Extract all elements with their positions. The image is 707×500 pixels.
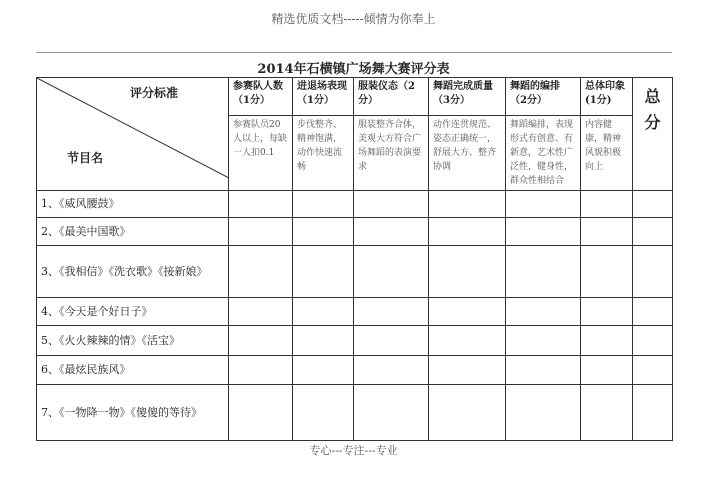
program-name: 7、《一物降一物》《傻傻的等待》 [37, 385, 229, 441]
score-cell[interactable] [581, 298, 633, 326]
score-cell[interactable] [429, 191, 506, 218]
score-cell[interactable] [354, 246, 429, 298]
score-cell[interactable] [229, 298, 293, 326]
page-footer: 专心---专注---专业 [309, 444, 398, 457]
score-cell[interactable] [354, 298, 429, 326]
score-cell[interactable] [429, 246, 506, 298]
score-cell[interactable] [229, 385, 293, 441]
total-header: 总分 [633, 78, 673, 191]
score-cell[interactable] [633, 246, 673, 298]
table-row [37, 356, 673, 385]
score-cell[interactable] [581, 246, 633, 298]
score-cell[interactable] [229, 246, 293, 298]
column-desc: 内容健康，精神风貌积极向上 [581, 116, 633, 191]
column-header: 参赛队人数（1分） [229, 78, 293, 116]
criteria-label: 评分标准 [129, 86, 178, 100]
score-cell[interactable] [229, 218, 293, 246]
score-cell[interactable] [293, 246, 354, 298]
score-cell[interactable] [354, 191, 429, 218]
table-row [37, 218, 673, 246]
score-cell[interactable] [633, 326, 673, 356]
column-desc: 参赛队员20人以上，每缺一人扣0.1 [229, 116, 293, 191]
score-cell[interactable] [229, 326, 293, 356]
program-label: 节目名 [67, 151, 104, 165]
score-cell[interactable] [293, 326, 354, 356]
score-cell[interactable] [293, 298, 354, 326]
program-name: 6、《最炫民族风》 [37, 356, 229, 385]
column-header: 舞蹈完成质量（3分） [429, 78, 506, 116]
score-cell[interactable] [633, 218, 673, 246]
score-cell[interactable] [229, 356, 293, 385]
page-title: 2014年石横镇广场舞大赛评分表 [257, 62, 450, 77]
score-cell[interactable] [506, 326, 581, 356]
score-cell[interactable] [293, 218, 354, 246]
program-name: 4、《今天是个好日子》 [37, 298, 229, 326]
score-cell[interactable] [506, 246, 581, 298]
column-header: 进退场表现（1分） [293, 78, 354, 116]
program-name: 3、《我相信》《洗衣歌》《接新娘》 [37, 246, 229, 298]
score-cell[interactable] [633, 298, 673, 326]
table-row [37, 246, 673, 298]
score-cell[interactable] [229, 191, 293, 218]
score-cell[interactable] [581, 385, 633, 441]
table-row [37, 298, 673, 326]
score-cell[interactable] [506, 356, 581, 385]
score-cell[interactable] [581, 356, 633, 385]
column-desc: 舞蹈编排，表现形式有创意、有新意，艺术性广泛性，健身性，群众性相结合 [506, 116, 581, 191]
score-cell[interactable] [633, 356, 673, 385]
score-cell[interactable] [429, 298, 506, 326]
score-cell[interactable] [633, 385, 673, 441]
page-header: 精选优质文档-----倾情为你奉上 [271, 12, 436, 26]
score-cell[interactable] [293, 191, 354, 218]
score-cell[interactable] [293, 356, 354, 385]
score-cell[interactable] [581, 191, 633, 218]
score-cell[interactable] [581, 218, 633, 246]
table-row [37, 191, 673, 218]
column-desc: 动作连贯规范、姿态正确统一，舒展大方、整齐协调 [429, 116, 506, 191]
column-header: 服装仪态（2分） [354, 78, 429, 116]
score-cell[interactable] [506, 298, 581, 326]
score-cell[interactable] [633, 191, 673, 218]
column-header: 舞蹈的编排（2分） [506, 78, 581, 116]
column-desc: 服装整齐合体，美观大方符合广场舞蹈的表演要求 [354, 116, 429, 191]
score-cell[interactable] [429, 356, 506, 385]
score-cell[interactable] [506, 218, 581, 246]
score-cell[interactable] [506, 191, 581, 218]
score-cell[interactable] [429, 385, 506, 441]
program-name: 2、《最美中国歌》 [37, 218, 229, 246]
column-desc: 步伐整齐、精神饱满，动作快速流畅 [293, 116, 354, 191]
score-cell[interactable] [354, 326, 429, 356]
corner-cell [37, 78, 229, 191]
program-name: 5、《火火辣辣的情》《活宝》 [37, 326, 229, 356]
header-divider [36, 52, 672, 53]
score-cell[interactable] [293, 385, 354, 441]
score-cell[interactable] [354, 356, 429, 385]
score-cell[interactable] [354, 218, 429, 246]
program-name: 1、《威风腰鼓》 [37, 191, 229, 218]
score-table [36, 77, 673, 441]
score-cell[interactable] [354, 385, 429, 441]
table-row [37, 385, 673, 441]
score-cell[interactable] [429, 326, 506, 356]
score-cell[interactable] [506, 385, 581, 441]
score-cell[interactable] [581, 326, 633, 356]
column-header: 总体印象(1分) [581, 78, 633, 116]
table-row [37, 326, 673, 356]
score-cell[interactable] [429, 218, 506, 246]
